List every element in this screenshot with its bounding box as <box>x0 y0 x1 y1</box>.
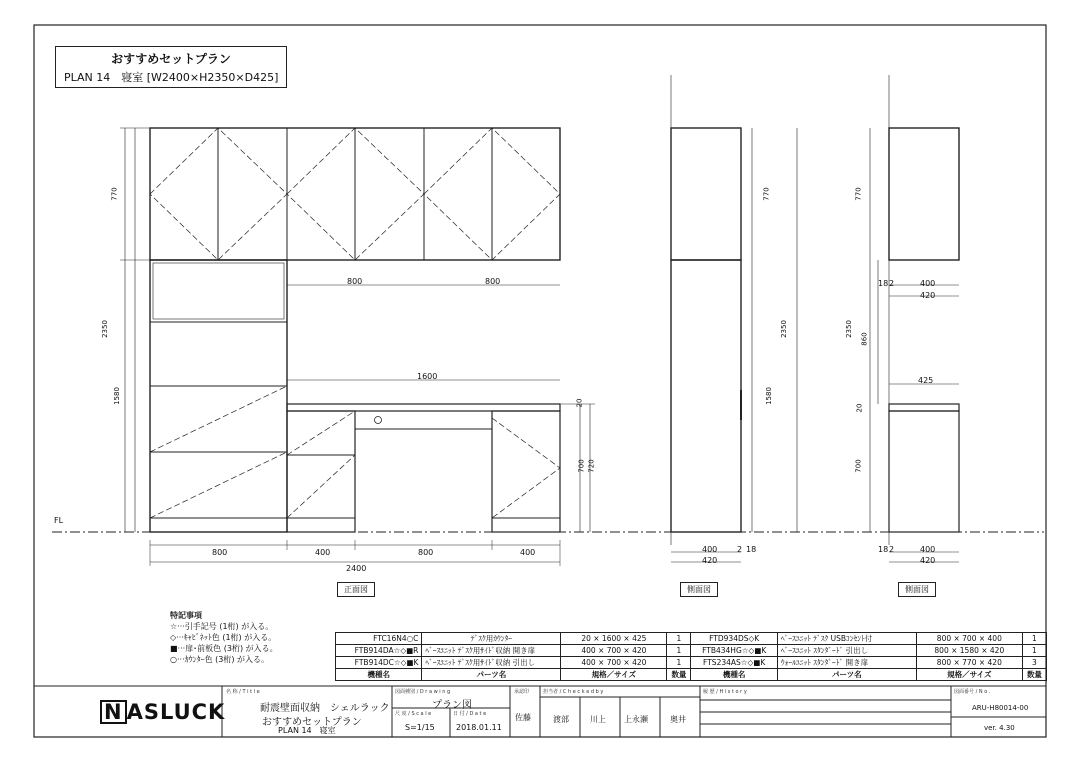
table-row <box>336 657 1047 669</box>
side1-dim-18: 18 <box>746 545 757 554</box>
part-qty: 1 <box>667 633 691 645</box>
drawn-by: 奥井 <box>670 715 686 724</box>
history-caption: 履 歴 / H i s t o r y <box>703 689 747 695</box>
part-name-2: ﾍﾞｰｽﾕﾆｯﾄ ｽﾀﾝﾀﾞｰﾄﾞ 引出し <box>777 645 916 657</box>
checked-caption: 担当者 / C h e c k e d b y <box>543 689 604 695</box>
dim-bottom-400b: 400 <box>520 548 536 557</box>
notes-heading: 特記事項 <box>170 611 202 620</box>
part-qty-2: 3 <box>1022 657 1046 669</box>
part-qty-2: 1 <box>1022 645 1046 657</box>
version: ver. 4.30 <box>984 724 1015 732</box>
dim-mid-width-a: 800 <box>347 277 363 286</box>
plan-number: PLAN 14 寝室 <box>278 726 336 735</box>
designed-by: 渡部 <box>553 715 569 724</box>
side1-dim-770: 770 <box>762 187 771 201</box>
side-view-2-label: 側面図 <box>898 582 936 597</box>
side2-bottom-18: 18 <box>878 545 889 554</box>
product-name: 耐震壁面収納 シェルラック <box>260 703 390 714</box>
table-row <box>336 645 1047 657</box>
side2-bottom-420: 420 <box>920 556 936 565</box>
header-code-2: 機種名 <box>691 669 777 681</box>
part-qty: 1 <box>667 645 691 657</box>
front-view-label: 正面図 <box>337 582 375 597</box>
side1-dim-400: 400 <box>702 545 718 554</box>
part-code-2: FTS234AS☆◇■K <box>691 657 777 669</box>
plan-title: おすすめセットプラン <box>111 52 231 66</box>
dim-upper-height: 770 <box>110 187 119 201</box>
brand-logo-rest: ASLUCK <box>126 700 226 724</box>
checked-by-2: 上永瀬 <box>624 715 648 724</box>
number-caption: 図面番号 / N o . <box>954 689 991 695</box>
side2-dim-20: 20 <box>855 403 864 413</box>
dim-desk-h2: 720 <box>587 459 596 473</box>
side2-bottom-2: 2 <box>889 545 895 554</box>
side2-dim-770: 770 <box>854 187 863 201</box>
side2-dim-860: 860 <box>860 332 869 346</box>
part-name: ﾍﾞｰｽﾕﾆｯﾄ ﾃﾞｽｸ用ｻｲﾄﾞ収納 開き扉 <box>422 645 561 657</box>
side2-bottom-400: 400 <box>920 545 936 554</box>
note-item: ■···扉･前板色 (3桁) が入る。 <box>170 644 278 653</box>
header-name-2: パーツ名 <box>777 669 916 681</box>
table-header-row <box>336 669 1047 681</box>
table-row <box>336 633 1047 645</box>
part-code-2: FTD934DS◇K <box>691 633 777 645</box>
side-view-1-label: 側面図 <box>680 582 718 597</box>
floor-level-label: FL <box>54 516 64 525</box>
drawing-number: ARU-H80014-00 <box>972 704 1029 712</box>
date-value: 2018.01.11 <box>456 723 502 732</box>
brand-logo <box>100 700 225 724</box>
dim-lower-height: 1580 <box>112 387 121 405</box>
part-name: ﾃﾞｽｸ用ｶｳﾝﾀｰ <box>422 633 561 645</box>
dim-total-width: 2400 <box>346 564 367 573</box>
parts-table <box>335 632 1047 681</box>
side2-dim-700: 700 <box>854 459 863 473</box>
note-item: ☆···引手記号 (1桁) が入る。 <box>170 622 274 631</box>
header-qty-2: 数量 <box>1022 669 1046 681</box>
part-name: ﾍﾞｰｽﾕﾆｯﾄ ﾃﾞｽｸ用ｻｲﾄﾞ収納 引出し <box>422 657 561 669</box>
checked-by: 川上 <box>590 715 606 724</box>
drawing-type: プラン図 <box>432 700 472 711</box>
side2-mid-425: 425 <box>918 376 934 385</box>
part-qty: 1 <box>667 657 691 669</box>
plan-name: おすすめセットプラン <box>262 717 362 728</box>
note-item: ◇···ｷｬﾋﾞﾈｯﾄ色 (1桁) が入る。 <box>170 633 277 642</box>
part-code-2: FTB434HG☆◇■K <box>691 645 777 657</box>
plan-title-box <box>55 46 287 88</box>
dim-desk-h1: 700 <box>577 459 586 473</box>
side2-top-400: 400 <box>920 279 936 288</box>
plan-subtitle: PLAN 14 寝室 [W2400×H2350×D425] <box>64 71 279 84</box>
header-size: 規格／サイズ <box>561 669 667 681</box>
dim-desk-top: 20 <box>575 398 584 408</box>
header-name: パーツ名 <box>422 669 561 681</box>
brand-logo-n: N <box>100 700 127 724</box>
side1-dim-2350: 2350 <box>779 320 788 338</box>
side1-dim-420: 420 <box>702 556 718 565</box>
part-size: 20 × 1600 × 425 <box>561 633 667 645</box>
header-code: 機種名 <box>336 669 422 681</box>
dim-bottom-400a: 400 <box>315 548 331 557</box>
scale-caption: 尺 度 / S c a l e <box>395 711 432 717</box>
side1-dim-1580: 1580 <box>764 387 773 405</box>
part-code: FTB914DC☆◇■K <box>336 657 422 669</box>
part-size-2: 800 × 700 × 400 <box>916 633 1022 645</box>
side2-top-18: 18 <box>878 279 889 288</box>
drawing-caption: 図面種別 / D r a w i n g <box>395 689 451 695</box>
note-item: ○···ｶｳﾝﾀｰ色 (3桁) が入る。 <box>170 655 270 664</box>
approve-caption: 承認印 <box>514 689 530 695</box>
dim-bottom-800b: 800 <box>418 548 434 557</box>
header-size-2: 規格／サイズ <box>916 669 1022 681</box>
part-size-2: 800 × 770 × 420 <box>916 657 1022 669</box>
date-caption: 日 付 / D a t e <box>453 711 487 717</box>
dim-desk-width: 1600 <box>417 372 438 381</box>
approver: 佐藤 <box>515 713 531 722</box>
part-size-2: 800 × 1580 × 420 <box>916 645 1022 657</box>
dim-mid-width-b: 800 <box>485 277 501 286</box>
part-name-2: ｳｫｰﾙﾕﾆｯﾄ ｽﾀﾝﾀﾞｰﾄﾞ 開き扉 <box>777 657 916 669</box>
scale-value: S=1/15 <box>405 723 435 732</box>
part-code: FTB914DA☆◇■R <box>336 645 422 657</box>
header-qty: 数量 <box>667 669 691 681</box>
side1-dim-2: 2 <box>737 545 743 554</box>
side2-top-2: 2 <box>889 279 895 288</box>
dim-total-height: 2350 <box>100 320 109 338</box>
name-caption: 名 称 / T i t l e <box>226 689 260 695</box>
part-code: FTC16N4○C <box>336 633 422 645</box>
dim-bottom-800a: 800 <box>212 548 228 557</box>
special-notes <box>170 610 278 665</box>
side2-top-420: 420 <box>920 291 936 300</box>
part-qty-2: 1 <box>1022 633 1046 645</box>
part-size: 400 × 700 × 420 <box>561 645 667 657</box>
part-name-2: ﾍﾞｰｽﾕﾆｯﾄ ﾃﾞｽｸ USBｺﾝｾﾝﾄ付 <box>777 633 916 645</box>
side2-dim-2350: 2350 <box>844 320 853 338</box>
part-size: 400 × 700 × 420 <box>561 657 667 669</box>
